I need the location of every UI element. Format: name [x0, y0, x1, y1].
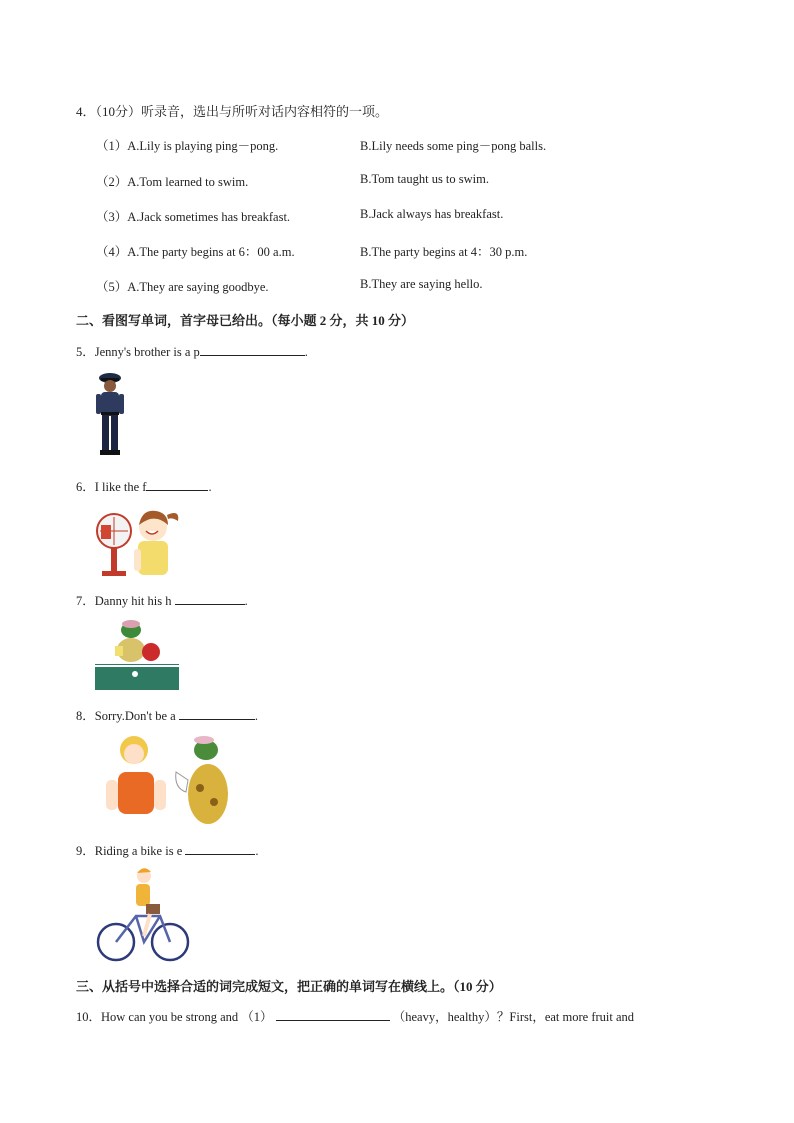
q7-blank[interactable]: [175, 593, 245, 605]
q7-period: .: [244, 594, 248, 608]
q4-2-option-b: B.Tom taught us to swim.: [360, 172, 489, 186]
q6-text: 6．I like the f: [76, 480, 147, 494]
q4-3-option-b: B.Jack always has breakfast.: [360, 207, 504, 221]
question-5: [76, 342, 308, 360]
q9-blank[interactable]: [185, 843, 255, 855]
section-3-title: 三、从括号中选择合适的词完成短文，把正确的单词写在横线上。（10 分）: [76, 979, 502, 994]
q10-text-start: 10．How can you be strong and （1）: [76, 1010, 273, 1024]
q4-4-option-a: （4）A.The party begins at 6：00 a.m.: [96, 245, 295, 259]
q8-text: 8．Sorry.Don't be a: [76, 709, 179, 723]
question-10: [76, 1007, 634, 1025]
q7-text: 7．Danny hit his h: [76, 594, 175, 608]
q5-blank[interactable]: [200, 344, 305, 356]
q8-period: .: [254, 709, 258, 723]
question-7: [76, 591, 248, 609]
q8-blank[interactable]: [179, 708, 255, 720]
q4-1-option-a: （1）A.Lily is playing ping－pong.: [96, 139, 279, 153]
q4-5-option-a: （5）A.They are saying goodbye.: [96, 280, 269, 294]
q4-3-option-a: （3）A.Jack sometimes has breakfast.: [96, 210, 291, 224]
bike-rider-picture: [94, 864, 192, 964]
q4-4-option-b: B.The party begins at 4：30 p.m.: [360, 245, 528, 259]
q6-blank[interactable]: [146, 479, 208, 491]
q10-blank-1[interactable]: [276, 1009, 390, 1021]
section-2-title: 二、看图写单词，首字母已给出。（每小题 2 分，共 10 分）: [76, 313, 415, 328]
question-8: [76, 706, 258, 724]
girl-and-turtle-picture: [96, 732, 238, 828]
q4-1-option-b: B.Lily needs some ping－pong balls.: [360, 139, 547, 153]
q9-period: .: [255, 844, 259, 858]
question-4-title: 4．（10分）听录音，选出与所听对话内容相符的一项。: [76, 104, 389, 119]
q9-text: 9．Riding a bike is e: [76, 844, 186, 858]
q4-2-option-a: （2）A.Tom learned to swim.: [96, 175, 249, 189]
question-6: [76, 477, 212, 495]
q5-period: .: [304, 345, 308, 359]
q6-period: .: [208, 480, 212, 494]
q10-text-end: （heavy，healthy）？First，eat more fruit and: [392, 1010, 635, 1024]
q4-5-option-b: B.They are saying hello.: [360, 277, 483, 291]
girl-with-fan-picture: [94, 503, 184, 579]
police-officer-picture: [92, 372, 128, 458]
turtle-ping-pong-picture: [93, 616, 181, 692]
q5-text: 5．Jenny's brother is a p: [76, 345, 200, 359]
question-9: [76, 841, 259, 859]
